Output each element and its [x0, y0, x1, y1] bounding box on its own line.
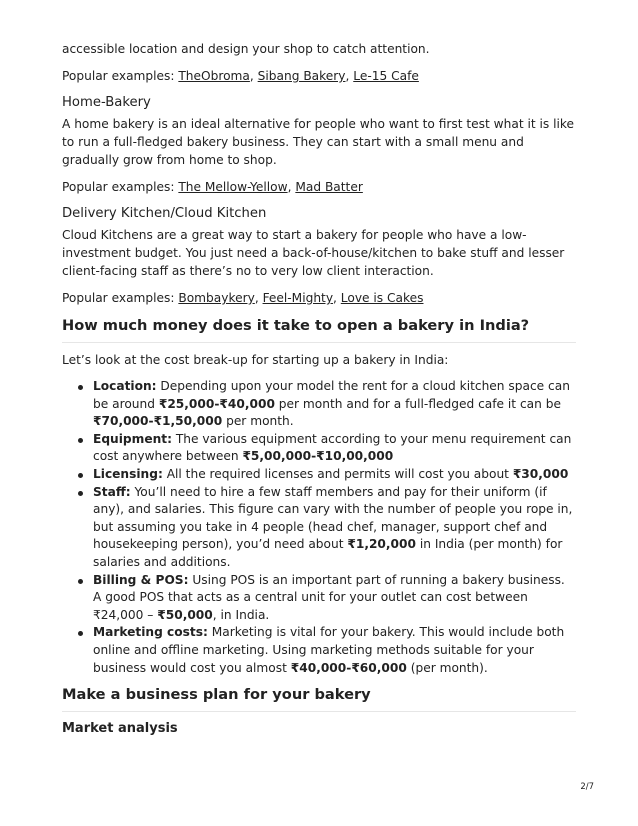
separator: ,: [249, 69, 254, 83]
cost-item-staff: [93, 484, 576, 572]
example-link-love-is-cakes[interactable]: Love is Cakes: [340, 291, 424, 305]
paragraph-cloud-kitchen: Cloud Kitchens are a great way to start a bakery for people who have a low-investment budget. You just need a back-of-house/kitchen to bake stuff and lesser client-facing staff as there’s no to very low client interaction.: [62, 228, 565, 278]
cost-text: in India (per month) for salaries and additions.: [93, 537, 563, 569]
popular-examples-1: [62, 67, 576, 85]
cost-amount: ₹25,000-₹40,000: [158, 396, 275, 411]
cost-text: Depending upon your model the rent for a cloud kitchen space can be around: [93, 379, 570, 411]
cost-item-equipment: [93, 431, 576, 466]
cost-text: per month.: [222, 414, 294, 429]
cost-amount: ₹1,20,000: [347, 537, 416, 552]
examples-label: Popular examples:: [62, 69, 175, 83]
separator: ,: [254, 291, 259, 305]
cost-text: Using POS is an important part of running a bakery business. A good POS that acts as a central unit for your outlet can cost between ₹24,000 –: [93, 572, 565, 622]
separator: ,: [287, 180, 292, 194]
examples-label: Popular examples:: [62, 291, 175, 305]
heading-money: How much money does it take to open a bakery in India?: [62, 316, 576, 343]
example-link-mad-batter[interactable]: Mad Batter: [295, 180, 363, 194]
example-link-sibang-bakery[interactable]: Sibang Bakery: [257, 69, 346, 83]
separator: ,: [333, 291, 337, 305]
example-link-feel-mighty[interactable]: Feel-Mighty: [262, 291, 334, 305]
cost-text: , in India.: [212, 607, 270, 622]
cost-item-billing-pos: [93, 572, 576, 625]
cost-label: Licensing:: [93, 466, 163, 481]
heading-cloud-kitchen: Delivery Kitchen/Cloud Kitchen: [62, 206, 267, 221]
paragraph-cost-intro: Let’s look at the cost break-up for starting up a bakery in India:: [62, 353, 449, 367]
separator: ,: [345, 69, 350, 83]
cost-amount: ₹40,000-₹60,000: [290, 660, 407, 675]
document-page: [62, 40, 576, 738]
cost-text: (per month).: [406, 660, 488, 675]
cost-amount: ₹70,000-₹1,50,000: [93, 414, 223, 429]
cost-text: Marketing is vital for your bakery. This would include both online and offline marketing. Using marketing methods suitable for your business would cost you almost: [93, 625, 565, 675]
cost-text: All the required licenses and permits will cost you about: [162, 466, 513, 481]
cost-text: You’ll need to hire a few staff members and pay for their uniform (if any), and salaries. This figure can vary with the number of people you rope in, but assuming you take in 4 people (head chef, manager, support chef and housekeeping person), you’d need about: [93, 484, 573, 552]
cost-item-location: [93, 378, 576, 431]
cost-label: Marketing costs:: [93, 625, 208, 640]
heading-home-bakery: Home-Bakery: [62, 95, 151, 110]
popular-examples-3: [62, 289, 576, 307]
cost-amount: ₹50,000: [157, 607, 213, 622]
page-number: 2/7: [580, 782, 594, 792]
cost-text: per month and for a full-fledged cafe it can be: [274, 396, 561, 411]
cost-label: Staff:: [93, 484, 131, 499]
paragraph-home-bakery: A home bakery is an ideal alternative for people who want to first test what it is like to run a full-fledged bakery business. They can start with a small menu and gradually grow from home to shop.: [62, 117, 575, 167]
example-link-le15-cafe[interactable]: Le-15 Cafe: [353, 69, 419, 83]
examples-label: Popular examples:: [62, 180, 175, 194]
example-link-mellow-yellow[interactable]: The Mellow-Yellow: [178, 180, 288, 194]
example-link-theobroma[interactable]: TheObroma: [178, 69, 250, 83]
heading-market-analysis: Market analysis: [62, 721, 178, 737]
cost-label: Billing & POS:: [93, 572, 189, 587]
popular-examples-2: [62, 178, 576, 196]
cost-amount: ₹30,000: [512, 466, 569, 481]
cost-list: [62, 378, 576, 677]
cost-amount: ₹5,00,000-₹10,00,000: [242, 449, 394, 464]
cost-item-marketing: [93, 624, 576, 677]
heading-business-plan: Make a business plan for your bakery: [62, 685, 576, 712]
example-link-bombaykery[interactable]: Bombaykery: [178, 291, 255, 305]
cost-item-licensing: [93, 466, 576, 484]
cost-label: Location:: [93, 379, 157, 393]
cost-text: The various equipment according to your menu requirement can cost anywhere between: [93, 431, 572, 464]
cost-label: Equipment:: [93, 431, 172, 446]
paragraph-continued: accessible location and design your shop to catch attention.: [62, 42, 430, 56]
